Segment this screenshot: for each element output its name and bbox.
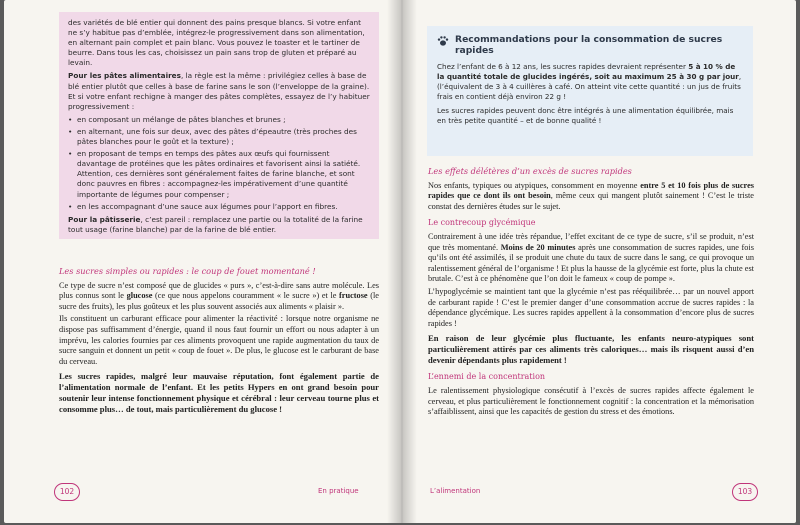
paragraph — [428, 232, 754, 285]
bold-term: Moins de 20 minutes — [500, 242, 576, 252]
page-number: 103 — [732, 483, 758, 501]
paragraph: Les sucres rapides peuvent donc être intégrés à une alimentation équilibrée, mais en très petite quantité – et de bonne qualité ! — [437, 106, 734, 125]
text-run: Contrairement à une idée très répandue, l’effet excitant de ce type de sucre, s’il se produit, n’est que très momentané. — [428, 231, 754, 252]
paragraph: Ils constituent un carburant efficace pour alimenter la réactivité : lorsque notre organisme ne dispose pas suffisamment d’énergie, quand il nous faut fournir un effort ou nous adapter à un imprévu, les calories fournies par ces aliments provoquent une rapide augmentation du taux de sucre sanguin et donnent un petit « coup de fouet ». De plus, le glucose est le carburant de base du cerveau. — [59, 314, 379, 366]
book-spread — [4, 0, 796, 523]
subheading: L’ennemi de la concentration — [428, 372, 546, 382]
list-item: • en proposant de temps en temps des pâtes aux œufs qui fournissent davantage de protéines que les pâtes ordinaires et favorisent ainsi la satiété. Attention, ces dernières sont généralement faites de farine blanche, et sont donc pauvres en fibres : accompagnez-les impérativement d’une quantité importante de légumes pour compenser ; — [77, 149, 370, 199]
pasta-text: , la règle est la même : privilégiez celles à base de blé entier plutôt que celles à base de farine sans le son (l’enveloppe de la graine). Et si votre enfant rechigne à manger des pâtes complètes, essayez de l’y habituer progressivement : — [68, 71, 370, 111]
text-run: , (l’équivalent de 3 à 4 cuillères à café. On atteint vite cette quantité : un jus de fruits frais en contient déjà environ 22 g ! — [437, 72, 742, 101]
paragraph: Le ralentissement physiologique consécutif à l’excès de sucres rapides affecte également le cerveau, et plus particulièrement le fonctionnement cognitif : la concentration et la mémorisation s’affaiblissent, ainsi que les capacités de gestion du stress et des émotions. — [428, 385, 754, 417]
recommendations-title-row — [437, 34, 743, 56]
right-body-text — [428, 166, 754, 420]
tips-box-pink — [59, 12, 379, 239]
left-page — [4, 0, 400, 523]
patisserie-lead: Pour la pâtisserie — [68, 214, 141, 224]
text-run: après une consommation de sucres rapides, une fois qu’ils ont été assimilés, il se produit une chute du taux de sucre dans le sang, ce qui provoque un ralentissement général de l’organisme ! Et plus la hausse de la glycémie est forte, plus la chute est brutale. C’est à ce phénomène que l’on doit le fameux « coup de pompe ». — [428, 242, 754, 284]
text-run: , même ceux qui mangent plutôt sainement ! C’est le triste constat des dernières études sur le sujet. — [428, 191, 754, 211]
paragraph: L’hypoglycémie se maintient tant que la glycémie n’est pas rééquilibrée… par un nouvel apport de carburant rapide ! C’est le premier danger d’une consommation accrue de sucres rapides : la dépendance glycémique. Les sucres rapides appellent à la consommation d’encore plus de sucres rapides ! — [428, 286, 754, 328]
tips-patisserie-paragraph — [68, 215, 370, 235]
bold-paragraph: En raison de leur glycémie plus fluctuante, les enfants neuro-atypiques sont particulièrement attirés par ces aliments très caloriques… mais ils risquent aussi d’en devenir dépendants plus rapidement ! — [428, 333, 754, 366]
paragraph — [437, 62, 743, 102]
bold-term: glucose — [126, 291, 153, 301]
text-run: (le sucre des fruits), les plus goûteux et les plus souvent associés aux aliments « plaisir ». — [59, 291, 379, 311]
recommendations-title: Recommandations pour la consommation de sucres rapides — [455, 34, 723, 56]
list-item: • en alternant, une fois sur deux, avec des pâtes d’épeautre (très proches des pâtes blanches pour le goût et la texture) ; — [77, 127, 370, 147]
tips-intro: des variétés de blé entier qui donnent des pains presque blancs. Si votre enfant ne s’y habitue pas d’emblée, intégrez-le progressivement dans son alimentation, en alternant pain complet et pain blanc. Vous pouvez le toaster et le tartiner de beurre. Dans tous les cas, choisissez un pain sans trop de gluten et préparé au levain. — [68, 18, 365, 68]
section-heading: Les effets délétères d’un excès de sucres rapides — [428, 166, 632, 176]
subheading: Le contrecoup glycémique — [428, 218, 536, 228]
recommendations-box — [427, 26, 753, 156]
left-body-text — [59, 266, 379, 417]
text-run: Nos enfants, typiques ou atypiques, consomment en moyenne — [428, 180, 641, 190]
text-run: Ce type de sucre n’est composé que de glucides « purs », c’est-à-dire sans autre molécule. Les plus connus sont le — [59, 280, 379, 301]
bold-term: 5 à 10 % de la quantité totale de glucides ingérés, soit au maximum 25 à 30 g par jour — [437, 62, 739, 81]
patisserie-text: , c’est pareil : remplacez une partie ou la totalité de la farine tout usage (farine blanche) par de la farine de blé entier. — [68, 214, 363, 234]
paragraph — [59, 281, 379, 313]
text-run: (ce que nous appelons couramment « le sucre ») et le — [152, 291, 340, 301]
bold-term: fructose — [339, 291, 368, 301]
bold-term: entre 5 et 10 fois plus de sucres rapides que ce dont ils ont besoin — [428, 180, 754, 201]
paragraph — [428, 181, 754, 213]
section-heading: Les sucres simples ou rapides : le coup de fouet momentané ! — [59, 266, 316, 276]
right-page — [400, 0, 796, 523]
list-item: • en composant un mélange de pâtes blanches et brunes ; — [77, 115, 370, 125]
tips-pasta-paragraph — [68, 71, 370, 111]
running-footer: L’alimentation — [430, 487, 481, 495]
paw-icon — [437, 35, 449, 47]
page-number: 102 — [54, 483, 80, 501]
running-footer: En pratique — [318, 487, 359, 495]
pasta-lead: Pour les pâtes alimentaires — [68, 71, 181, 81]
book-gutter-shadow — [387, 0, 417, 523]
text-run: Chez l’enfant de 6 à 12 ans, les sucres rapides devraient représenter — [437, 62, 689, 71]
pasta-bullet-list — [68, 115, 370, 212]
bold-paragraph: Les sucres rapides, malgré leur mauvaise réputation, font également partie de l’alimentation normale de l’enfant. Et les petits Hypers en ont grand besoin pour soutenir leur intense fonctionnement physique et cérébral : leur cerveau tourne plus et consomme plus… de tout, mais particulièrement du glucose ! — [59, 371, 379, 415]
list-item: • en les accompagnant d’une sauce aux légumes pour l’apport en fibres. — [77, 202, 370, 212]
